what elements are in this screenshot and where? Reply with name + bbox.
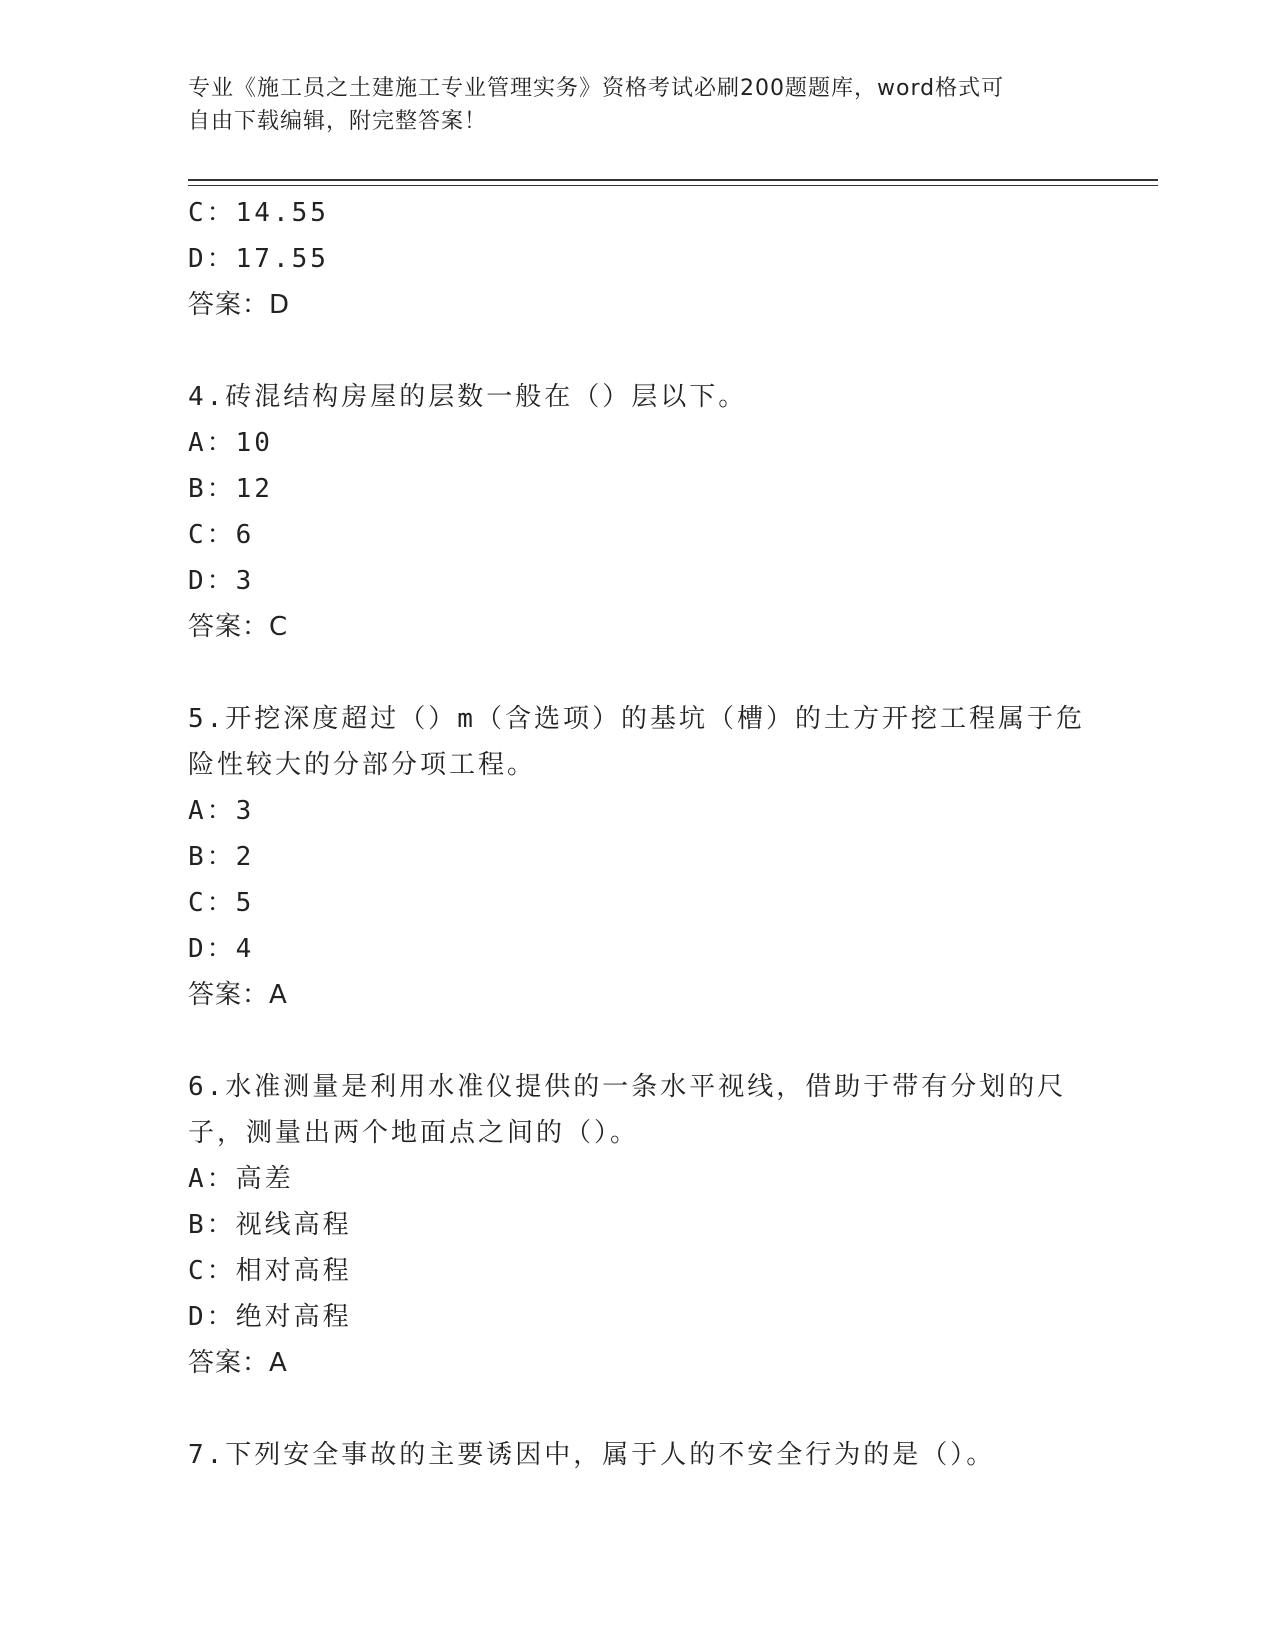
q6-option-b: B：视线高程	[188, 1210, 352, 1240]
question-spacer	[188, 1386, 1088, 1432]
header-line-1: 专业《施工员之土建施工专业管理实务》资格考试必刷200题题库，word格式可	[188, 76, 1005, 101]
q5-option-a: A：3	[188, 796, 255, 826]
q6-option-d: D：绝对高程	[188, 1302, 352, 1332]
question-spacer	[188, 1018, 1088, 1064]
q4-option-c: C：6	[188, 520, 255, 550]
q4-answer: 答案：C	[188, 612, 289, 642]
question-3	[188, 190, 1088, 328]
q4-stem: 4.砖混结构房屋的层数一般在（）层以下。	[188, 382, 748, 412]
question-6	[188, 1064, 1088, 1386]
question-spacer	[188, 328, 1088, 374]
q3-answer: 答案：D	[188, 290, 291, 320]
q5-answer: 答案：A	[188, 980, 288, 1010]
q6-option-a: A：高差	[188, 1164, 294, 1194]
q3-option-d: D：17.55	[188, 244, 329, 274]
question-7	[188, 1432, 1088, 1478]
q5-option-b: B：2	[188, 842, 255, 872]
q4-option-a: A：10	[188, 428, 273, 458]
question-list	[188, 190, 1088, 1478]
header-rule-thin	[188, 185, 1158, 186]
q3-option-c: C：14.55	[188, 198, 329, 228]
q4-option-b: B：12	[188, 474, 273, 504]
q5-option-d: D：4	[188, 934, 255, 964]
q5-option-c: C：5	[188, 888, 255, 918]
q6-stem-line-2: 子，测量出两个地面点之间的（）。	[188, 1118, 640, 1148]
q5-stem-line-2: 险性较大的分部分项工程。	[188, 750, 537, 780]
document-header	[188, 72, 1088, 138]
header-line-2: 自由下载编辑，附完整答案！	[188, 109, 488, 134]
question-5	[188, 696, 1088, 1018]
q6-stem-line-1: 6.水准测量是利用水准仪提供的一条水平视线，借助于带有分划的尺	[188, 1072, 1067, 1102]
question-4	[188, 374, 1088, 650]
q5-stem-line-1: 5.开挖深度超过（）m（含选项）的基坑（槽）的土方开挖工程属于危	[188, 704, 1085, 734]
question-spacer	[188, 650, 1088, 696]
q7-stem: 7.下列安全事故的主要诱因中，属于人的不安全行为的是（）。	[188, 1440, 996, 1470]
q6-option-c: C：相对高程	[188, 1256, 352, 1286]
q6-answer: 答案：A	[188, 1348, 288, 1378]
q4-option-d: D：3	[188, 566, 255, 596]
header-rule-thick	[188, 179, 1158, 181]
